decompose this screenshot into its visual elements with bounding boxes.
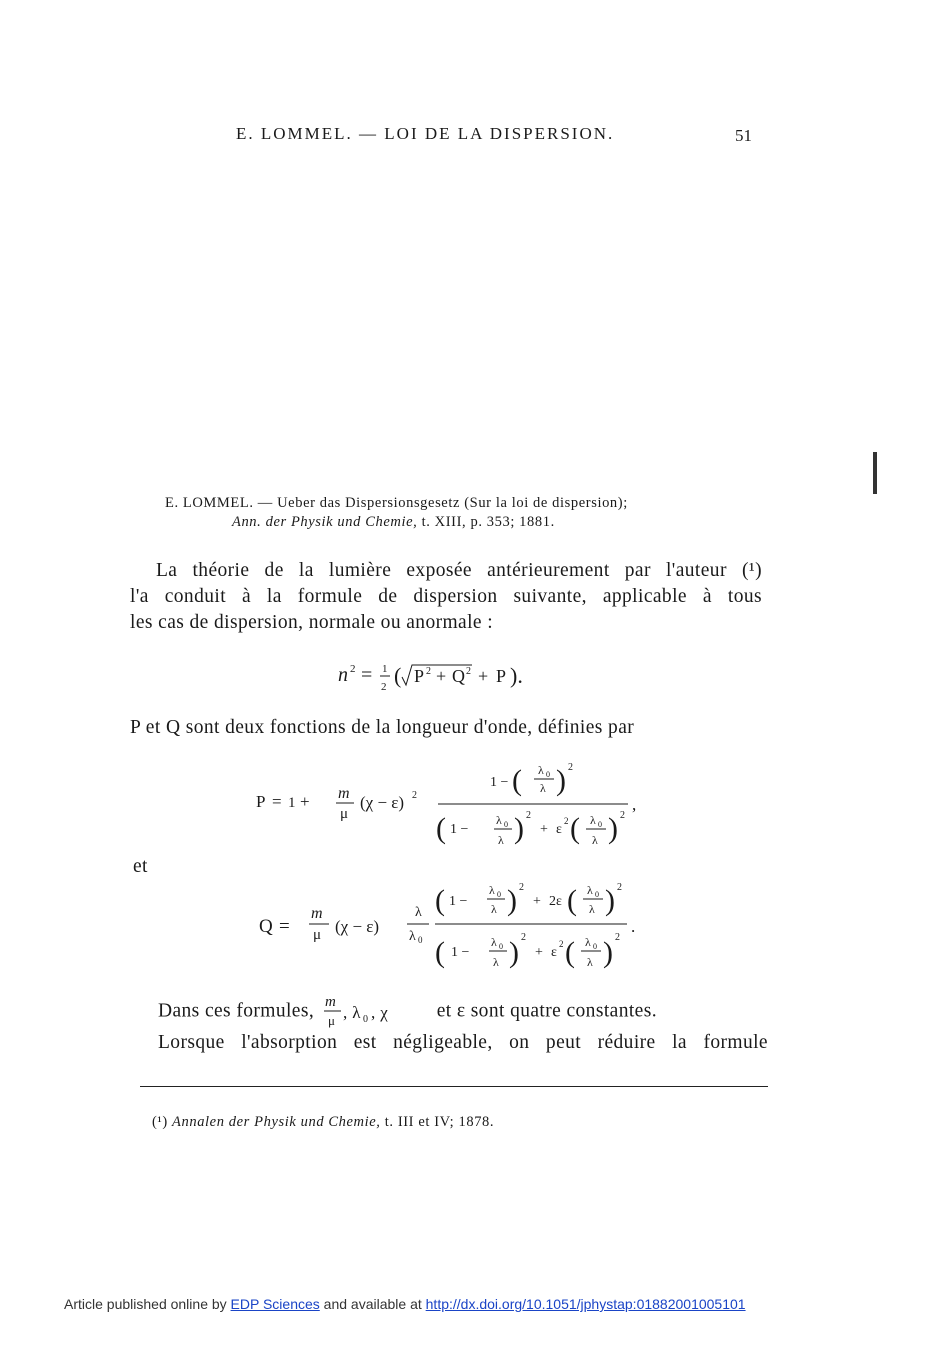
equation-p: [250, 758, 650, 858]
svg-text:2: 2: [426, 666, 431, 677]
svg-text:1 −: 1 −: [450, 822, 469, 837]
svg-text:λ: λ: [415, 905, 422, 920]
svg-text:λ: λ: [496, 813, 502, 827]
svg-text:+: +: [540, 822, 548, 837]
svg-text:λ: λ: [540, 781, 546, 795]
et-connector: et: [133, 856, 148, 877]
svg-text:P: P: [414, 666, 425, 686]
footnote-journal: Annalen der Physik und Chemie,: [172, 1114, 381, 1130]
constants-prefix: Dans ces formules,: [158, 1000, 315, 1022]
svg-text:2: 2: [466, 666, 471, 677]
svg-text:(: (: [435, 936, 445, 969]
svg-text:P: P: [496, 666, 507, 686]
svg-text:): ): [608, 812, 618, 845]
svg-text:2: 2: [412, 790, 417, 801]
absorption-line: Lorsque l'absorption est négligeable, on peut réduire la formule: [158, 1032, 768, 1053]
svg-text:(χ − ε): (χ − ε): [360, 793, 405, 812]
svg-text:ε: ε: [556, 822, 562, 837]
svg-text:2: 2: [615, 932, 620, 943]
running-title: E. LOMMEL. — LOI DE LA DISPERSION.: [236, 124, 615, 143]
footer-prefix: Article published online by: [64, 1296, 227, 1312]
citation-line-1: E. LOMMEL. — Ueber das Dispersionsgesetz (Sur la loi de dispersion);: [165, 495, 628, 511]
intro-line-3: les cas de dispersion, normale ou anormale :: [130, 612, 494, 633]
svg-text:).: ).: [510, 663, 523, 688]
svg-text:=: =: [361, 664, 373, 686]
footnote: [152, 1114, 494, 1131]
publisher-footer: [64, 1296, 746, 1312]
svg-text:λ: λ: [538, 763, 544, 777]
svg-text:(: (: [512, 764, 522, 797]
svg-text:0: 0: [546, 770, 550, 779]
svg-text:): ): [603, 936, 613, 969]
svg-text:+: +: [478, 666, 489, 686]
svg-text:(: (: [435, 884, 445, 917]
svg-text:λ: λ: [489, 883, 495, 897]
svg-text:m: m: [311, 905, 323, 922]
footnote-marker: (¹): [152, 1114, 168, 1130]
svg-text:+: +: [436, 666, 447, 686]
equation-n-squared: [330, 655, 570, 699]
svg-text:λ: λ: [409, 929, 416, 944]
svg-text:μ: μ: [328, 1013, 336, 1028]
svg-text:1: 1: [288, 795, 296, 811]
svg-text:0: 0: [497, 890, 501, 899]
svg-text:m: m: [325, 994, 337, 1010]
svg-text:λ: λ: [592, 833, 598, 847]
doi-link[interactable]: http://dx.doi.org/10.1051/jphystap:01882001005101: [425, 1296, 746, 1312]
pq-definition: P et Q sont deux fonctions de la longueur d'onde, définies par: [130, 717, 635, 738]
svg-text:): ): [509, 936, 519, 969]
svg-text:P: P: [256, 792, 266, 811]
svg-text:(: (: [567, 884, 577, 917]
svg-text:0: 0: [363, 1014, 369, 1025]
constants-suffix: et ε sont quatre constantes.: [436, 1000, 657, 1022]
svg-text:2: 2: [564, 816, 569, 826]
publisher-link[interactable]: EDP Sciences: [230, 1296, 320, 1312]
svg-text:1 −: 1 −: [449, 894, 468, 909]
svg-text:μ: μ: [313, 927, 322, 943]
svg-text:λ: λ: [491, 935, 497, 949]
svg-text:=: =: [272, 792, 282, 811]
svg-text:2ε: 2ε: [549, 894, 562, 909]
constants-symbols: [321, 994, 429, 1030]
svg-text:λ: λ: [585, 935, 591, 949]
svg-text:(: (: [436, 812, 446, 845]
equation-q: [255, 876, 655, 976]
svg-text:,: ,: [632, 795, 637, 814]
svg-text:λ: λ: [590, 813, 596, 827]
svg-text:.: .: [631, 917, 636, 936]
svg-text:): ): [514, 812, 524, 845]
svg-text:): ): [507, 884, 517, 917]
svg-text:λ: λ: [587, 883, 593, 897]
svg-text:Q: Q: [259, 916, 273, 937]
svg-text:2: 2: [526, 810, 531, 821]
svg-text:2: 2: [381, 681, 387, 693]
svg-text:m: m: [338, 785, 350, 802]
svg-text:0: 0: [595, 890, 599, 899]
svg-text:2: 2: [568, 762, 573, 773]
svg-text:+: +: [533, 894, 541, 909]
svg-text:0: 0: [598, 820, 602, 829]
scan-margin-mark: [873, 452, 877, 494]
svg-text:): ): [605, 884, 615, 917]
citation-journal: Ann. der Physik und Chemie,: [232, 514, 418, 530]
svg-text:1: 1: [382, 663, 388, 675]
svg-text:2: 2: [521, 932, 526, 943]
svg-text:λ: λ: [491, 902, 497, 916]
svg-text:+: +: [535, 945, 543, 960]
page-number: 51: [735, 126, 752, 145]
svg-text:0: 0: [418, 935, 423, 945]
svg-text:Q: Q: [452, 666, 465, 686]
svg-text:1 −: 1 −: [490, 775, 509, 790]
footnote-rule: [140, 1086, 768, 1087]
svg-text:2: 2: [519, 882, 524, 893]
svg-text:(: (: [565, 936, 575, 969]
svg-text:, χ: , χ: [371, 1003, 389, 1022]
svg-text:(: (: [394, 663, 402, 688]
svg-text:(: (: [570, 812, 580, 845]
constants-line: [158, 994, 657, 1030]
svg-text:0: 0: [593, 942, 597, 951]
svg-text:λ: λ: [589, 902, 595, 916]
citation-rest: t. XIII, p. 353; 1881.: [421, 514, 555, 530]
citation-line-2: [232, 514, 555, 531]
svg-text:0: 0: [499, 942, 503, 951]
svg-text:1 −: 1 −: [451, 945, 470, 960]
svg-text:λ: λ: [498, 833, 504, 847]
svg-text:μ: μ: [340, 806, 349, 822]
intro-line-1: La théorie de la lumière exposée antérieurement par l'auteur (¹): [156, 560, 762, 581]
svg-text:2: 2: [350, 663, 356, 675]
svg-text:ε: ε: [551, 945, 557, 960]
svg-text:2: 2: [620, 810, 625, 821]
svg-text:+: +: [300, 792, 310, 811]
svg-text:(χ − ε): (χ − ε): [335, 917, 380, 936]
svg-text:, λ: , λ: [343, 1003, 362, 1022]
footnote-rest: t. III et IV; 1878.: [384, 1114, 495, 1130]
svg-text:n: n: [338, 664, 348, 686]
footer-middle: and available at: [323, 1296, 422, 1312]
svg-text:2: 2: [559, 939, 564, 949]
svg-text:0: 0: [504, 820, 508, 829]
svg-text:2: 2: [617, 882, 622, 893]
intro-line-2: l'a conduit à la formule de dispersion suivante, applicable à tous: [130, 586, 762, 607]
svg-text:): ): [556, 764, 566, 797]
svg-text:λ: λ: [587, 955, 593, 969]
svg-text:=: =: [279, 916, 290, 937]
svg-text:λ: λ: [493, 955, 499, 969]
